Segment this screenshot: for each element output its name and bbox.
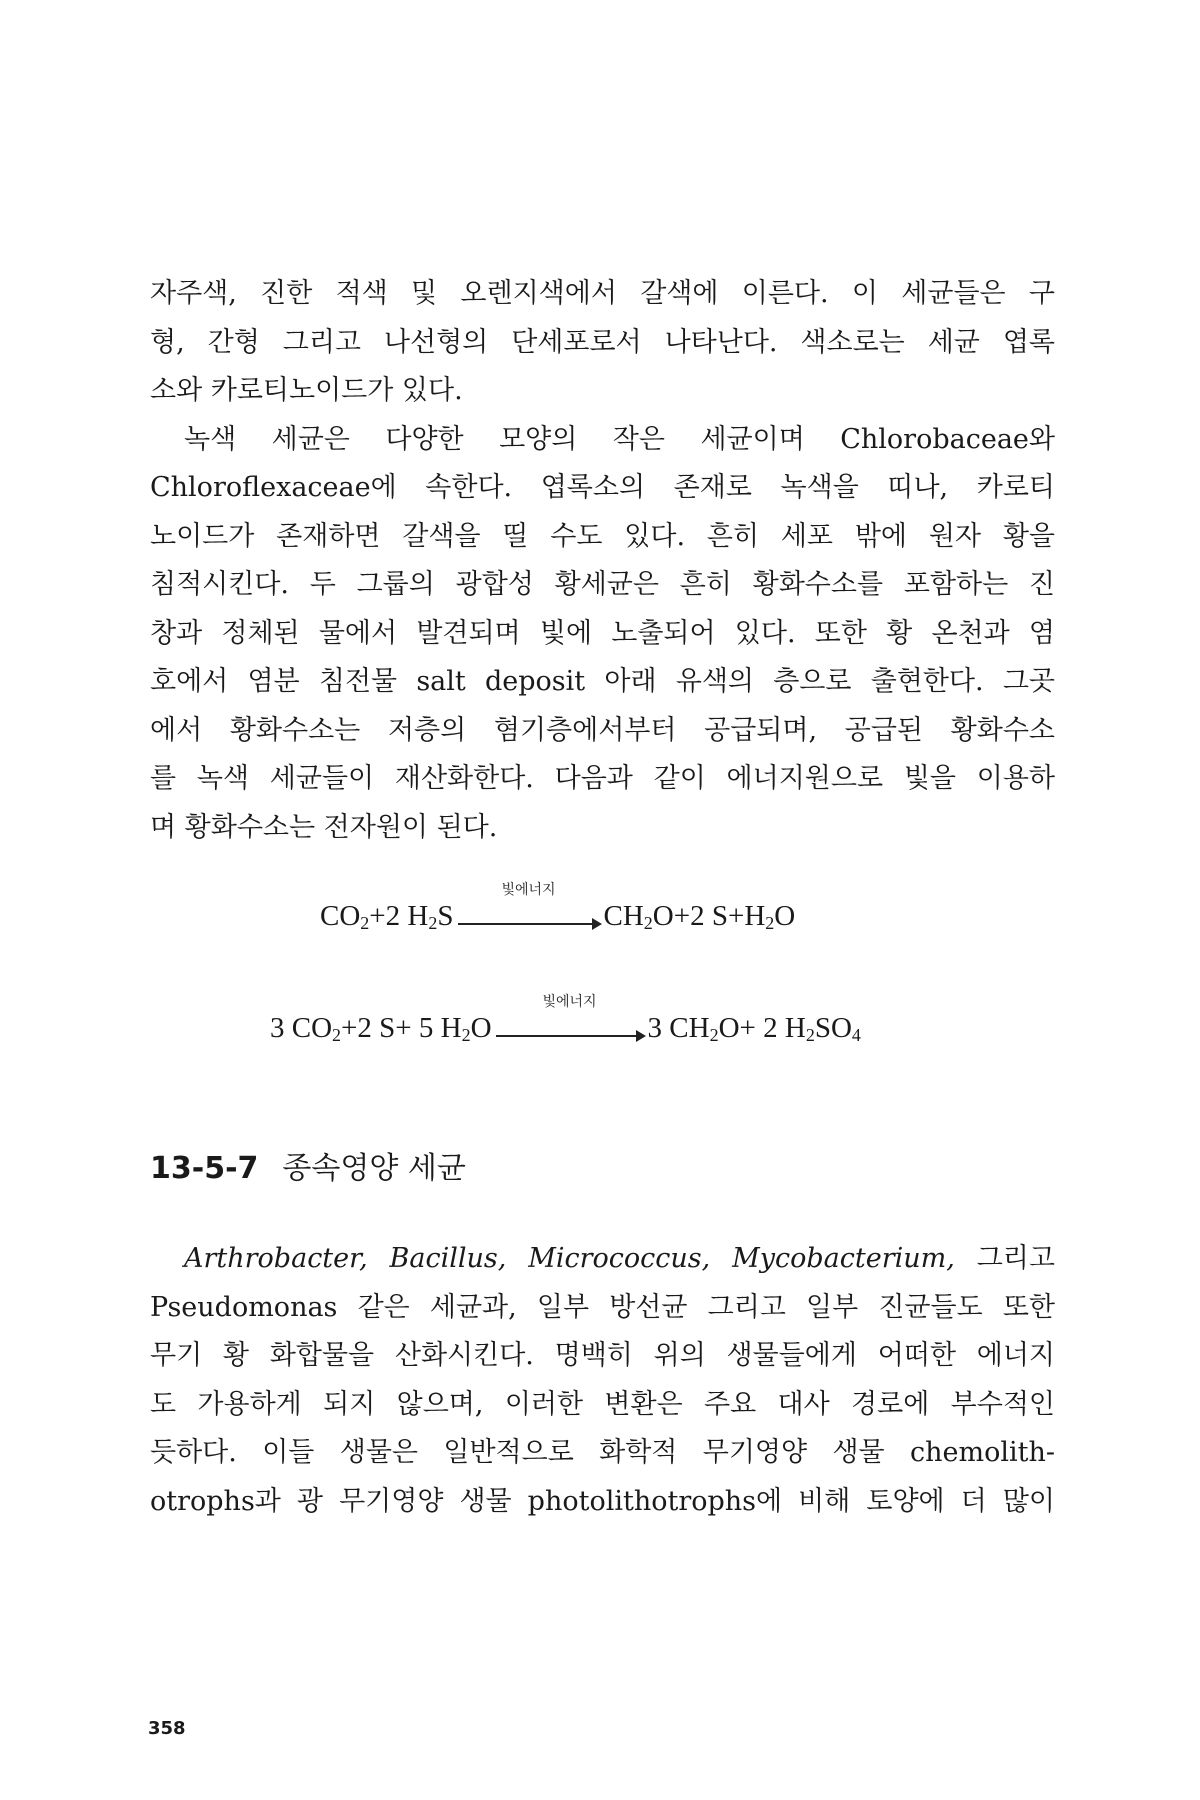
reaction-arrow (496, 994, 644, 1031)
reaction-arrow (458, 882, 600, 919)
equation-rhs: $CH_2O+2$ $S+H_2O$ (603, 900, 796, 933)
text-line: 노이드가 존재하면 갈색을 띨 수도 있다. 흔히 세포 밖에 원자 황을 (150, 520, 1055, 552)
text-line: 형, 간형 그리고 나선형의 단세포로서 나타난다. 색소로는 세균 엽록 (150, 326, 1055, 358)
section-title: 종속영양 세균 (282, 1151, 466, 1186)
text-line: 듯하다. 이들 생물은 일반적으로 화학적 무기영양 생물 chemolith- (150, 1437, 1055, 1468)
body-text-top (150, 270, 1055, 852)
body-text-bottom (150, 1235, 1055, 1526)
text-line: 녹색 세균은 다양한 모양의 작은 세균이며 Chlorobaceae와 (184, 423, 1055, 455)
text-line: Arthrobacter, Bacillus, Micrococcus, Mycobacterium, 그리고 (184, 1243, 1055, 1274)
text-line: 를 녹색 세균들이 재산화한다. 다음과 같이 에너지원으로 빛을 이용하 (150, 763, 1055, 794)
genus-names: Arthrobacter, Bacillus, Micrococcus, Mycobacterium, (184, 1243, 955, 1274)
section-number: 13-5-7 (150, 1151, 259, 1186)
text-line: Chloroflexaceae에 속한다. 엽록소의 존재로 녹색을 띠나, 카로티 (150, 472, 1055, 503)
text-line: 도 가용하게 되지 않으며, 이러한 변환은 주요 대사 경로에 부수적인 (150, 1388, 1055, 1420)
text-line: 에서 황화수소는 저층의 혐기층에서부터 공급되며, 공급된 황화수소 (150, 714, 1055, 746)
text-line: 창과 정체된 물에서 발견되며 빛에 노출되어 있다. 또한 황 온천과 염 (150, 617, 1055, 649)
arrow-right-icon (496, 1035, 644, 1037)
text-line: 자주색, 진한 적색 및 오렌지색에서 갈색에 이른다. 이 세균들은 구 (150, 278, 1055, 309)
text-line: 무기 황 화합물을 산화시킨다. 명백히 위의 생물들에게 어떠한 에너지 (150, 1340, 1055, 1371)
text-line: 호에서 염분 침전물 salt deposit 아래 유색의 층으로 출현한다. 그곳 (150, 666, 1055, 697)
arrow-right-icon (458, 923, 600, 925)
text-line: 침적시킨다. 두 그룹의 광합성 황세균은 흔히 황화수소를 포함하는 진 (150, 569, 1055, 600)
equation-lhs: $CO_2+2$ $H_2S$ (320, 900, 454, 933)
text-line: 며 황화수소는 전자원이 된다. (150, 811, 498, 843)
equation-rhs: 3 $CH_2O+ 2$ $H_2SO_4$ (647, 1012, 861, 1045)
text-line: otrophs과 광 무기영양 생물 photolithotrophs에 비해 토양에 더 많이 (150, 1485, 1055, 1517)
equation-lhs: 3 $CO_2+2$ S+ 5 $H_2O$ (270, 1012, 492, 1045)
arrow-label: 빛에너지 (542, 994, 597, 1011)
arrow-label: 빛에너지 (501, 882, 556, 899)
page-number: 358 (148, 1718, 186, 1739)
text-line: Pseudomonas 같은 세균과, 일부 방선균 그리고 일부 진균들도 또한 (150, 1291, 1055, 1323)
section-heading (150, 1143, 466, 1187)
text-line: 소와 카로티노이드가 있다. (150, 375, 463, 406)
